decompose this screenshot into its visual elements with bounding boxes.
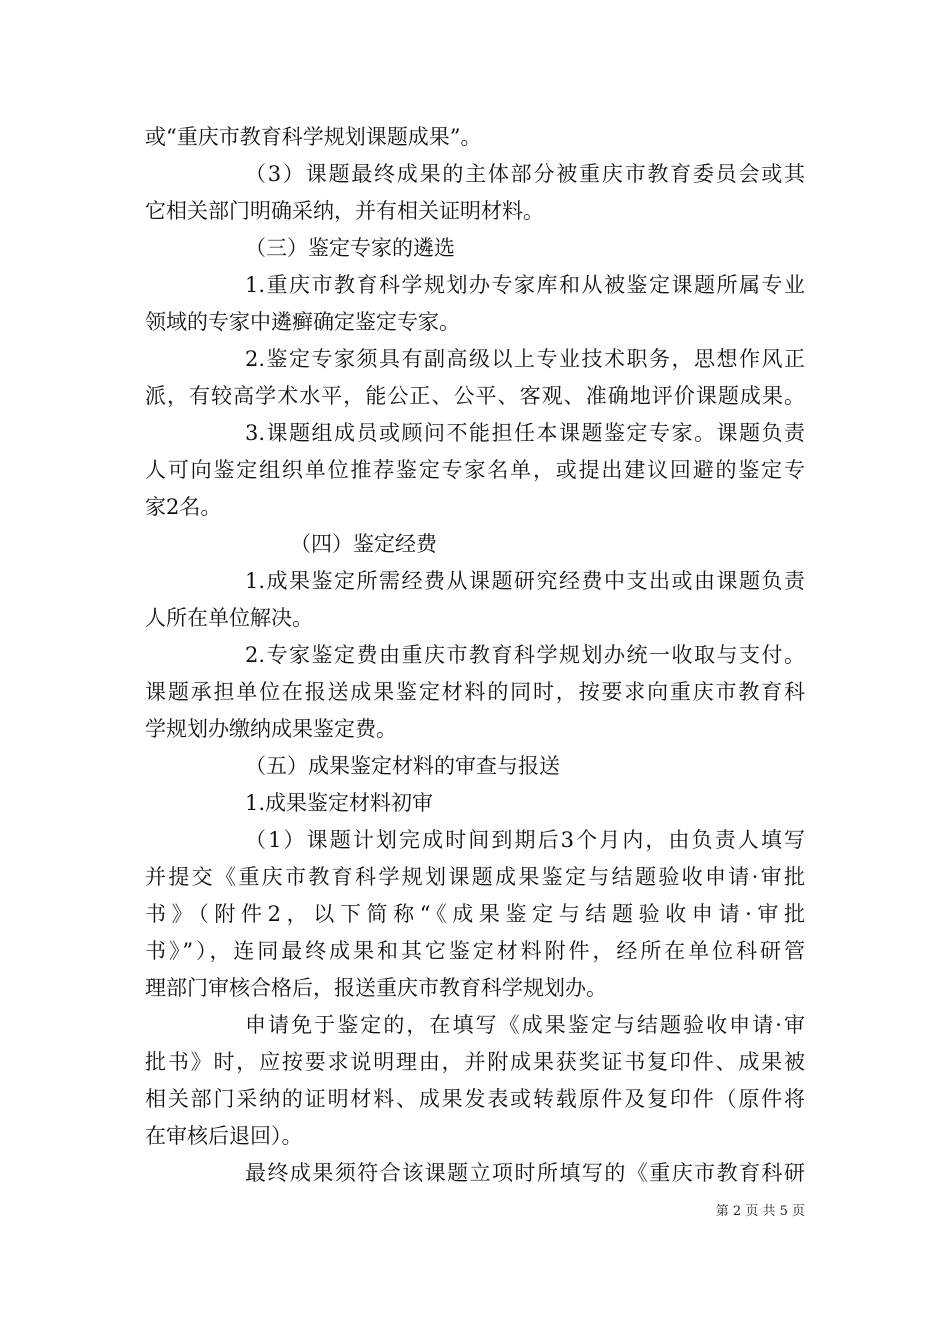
subsection-heading: 1.成果鉴定材料初审 bbox=[245, 791, 434, 815]
paragraph-line: 2.鉴定专家须具有副高级以上专业技术职务，思想作风正 bbox=[245, 347, 805, 371]
paragraph-line: 1.成果鉴定所需经费从课题研究经费中支出或由课题负责 bbox=[245, 569, 805, 593]
paragraph-line: 并提交《重庆市教育科学规划课题成果鉴定与结题验收申请·审批 bbox=[145, 865, 805, 889]
section-heading: （三）鉴定专家的遴选 bbox=[245, 236, 455, 260]
paragraph-line: 1.重庆市教育科学规划办专家库和从被鉴定课题所属专业 bbox=[245, 273, 805, 297]
paragraph-line: 批书》时，应按要求说明理由，并附成果获奖证书复印件、成果被 bbox=[145, 1050, 805, 1074]
paragraph-line: 申请免于鉴定的，在填写《成果鉴定与结题验收申请·审 bbox=[245, 1013, 805, 1037]
paragraph-line: 书》”），连同最终成果和其它鉴定材料附件，经所在单位科研管 bbox=[145, 939, 805, 963]
paragraph-line: 书》（附件2，以下简称“《成果鉴定与结题验收申请·审批 bbox=[145, 902, 805, 926]
paragraph-line: 派，有较高学术水平，能公正、公平、客观、准确地评价课题成果。 bbox=[145, 384, 805, 408]
paragraph-line: 人所在单位解决。 bbox=[145, 606, 313, 630]
paragraph-line: 在审核后退回）。 bbox=[145, 1124, 303, 1148]
paragraph-line: 理部门审核合格后，报送重庆市教育科学规划办。 bbox=[145, 976, 607, 1000]
paragraph-line: （3）课题最终成果的主体部分被重庆市教育委员会或其 bbox=[245, 162, 805, 186]
paragraph-line: 3.课题组成员或顾问不能担任本课题鉴定专家。课题负责 bbox=[245, 421, 805, 445]
paragraph-line: 或“重庆市教育科学规划课题成果”。 bbox=[145, 125, 482, 149]
paragraph-line: （1）课题计划完成时间到期后3个月内，由负责人填写 bbox=[245, 828, 805, 852]
section-heading: （四）鉴定经费 bbox=[290, 532, 437, 556]
paragraph-line: 课题承担单位在报送成果鉴定材料的同时，按要求向重庆市教育科 bbox=[145, 680, 805, 704]
paragraph-line: 相关部门采纳的证明材料、成果发表或转载原件及复印件（原件将 bbox=[145, 1087, 805, 1111]
page-number-footer: 第 2 页 共 5 页 bbox=[715, 1204, 805, 1219]
paragraph-line: 人可向鉴定组织单位推荐鉴定专家名单，或提出建议回避的鉴定专 bbox=[145, 458, 805, 482]
section-heading: （五）成果鉴定材料的审查与报送 bbox=[245, 754, 560, 778]
paragraph-line: 最终成果须符合该课题立项时所填写的《重庆市教育科研 bbox=[245, 1161, 805, 1185]
paragraph-line: 家2名。 bbox=[145, 495, 222, 519]
paragraph-line: 2.专家鉴定费由重庆市教育科学规划办统一收取与支付。 bbox=[245, 643, 805, 667]
paragraph-line: 学规划办缴纳成果鉴定费。 bbox=[145, 717, 397, 741]
paragraph-line: 领域的专家中遴癣确定鉴定专家。 bbox=[145, 310, 460, 334]
paragraph-line: 它相关部门明确采纳，并有相关证明材料。 bbox=[145, 199, 544, 223]
